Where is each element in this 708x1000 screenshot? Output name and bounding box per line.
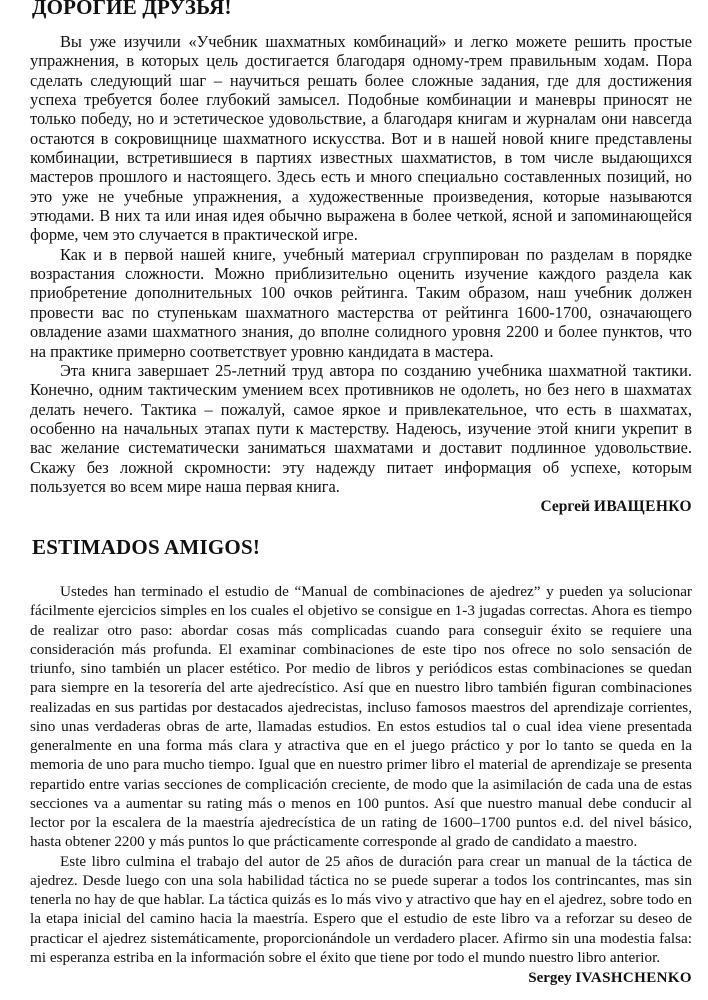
russian-signature (30, 496, 692, 518)
heading-spacer (30, 20, 692, 32)
russian-paragraph-2: Как и в первой нашей книге, учебный материал сгруппирован по разделам в порядке возрастания сложности. Можно приблизительно оценить изучение каждого раздела как приобретение дополнительных 100 очков рейтинга. Таким образом, наш учебник должен провести вас по ступенькам шахматного мастерства от рейтинга 1600-1700, означающего овладение азами шахматного знания, до вполне солидного уровня 2200 и более пунктов, что на практике примерно соответствует уровню кандидата в мастера. (30, 244, 692, 361)
spanish-signature (30, 967, 692, 989)
heading-spacer (30, 560, 692, 582)
spanish-paragraph-2: Este libro culmina el trabajo del autor de 25 años de duración para crear un manual de la táctica de ajedrez. Desde luego con una sola habilidad táctica no se puede superar a todos los contrincantes, mas sin tenerla no hay de que hablar. La táctica quizás es lo más vivo y atractivo que hay en el ajedrez, sobre todo en la etapa inicial del camino hacia la maestría. Espero que el estudio de este libro va a reforzar su deseo de practicar el ajedrez sistemáticamente, proporcionándole un verdadero placer. Afirmo sin una modestia falsa: mi esperanza estriba en la información sobre el éxito que tiene por todo el mundo nuestro libro anterior. (30, 852, 692, 966)
spanish-heading: ESTIMADOS AMIGOS! (32, 535, 261, 559)
signature-first-name: Сергей (540, 498, 594, 516)
russian-heading: ДОРОГИЕ ДРУЗЬЯ! (32, 0, 232, 19)
signature-last-name: ИВАЩЕНКО (593, 498, 692, 516)
signature-last-name: IVASHCHENKO (575, 970, 692, 986)
spanish-foreword (30, 534, 692, 989)
russian-paragraph-1: Вы уже изучили «Учебник шахматных комбинаций» и легко можете решить простые упражнения, в которых цель достигается благодаря одному-трем правильным ходам. Пора сделать следующий шаг – научиться решать более сложные задания, где для достижения успеха требуется более глубокий замысел. Подобные комбинации и маневры приносят не только победу, но и эстетическое удовольствие, а благодаря книгам и журналам они навсегда остаются в сокровищнице шахматного искусства. Вот и в нашей новой книге представлены комбинации, встретившиеся в партиях известных шахматистов, в том числе выдающихся мастеров прошлого и настоящего. Здесь есть и много специально составленных позиций, но это уже не учебные упражнения, а художественные произведения, которые называются этюдами. В них та или иная идея обычно выражена в более четкой, ясной и запоминающейся форме, чем это случается в практической игре. (30, 32, 692, 245)
russian-paragraph-3: Эта книга завершает 25-летний труд автора по созданию учебника шахматной тактики. Конечно, одним тактическим умением всех противников не одолеть, но без него в шахматах делать нечего. Тактика – пожалуй, самое яркое и привлекательное, что есть в шахматах, особенно на начальных этапах пути к мастерству. Надеюсь, изучение этой книги укрепит в вас желание систематически заниматься шахматами и доставит подлинное удовольствие. Скажу без ложной скромности: эту надежду питает информация об успехе, которым пользуется во всем мире наша первая книга. (30, 360, 692, 496)
signature-first-name: Sergey (528, 970, 576, 986)
spanish-paragraph-1: Ustedes han terminado el estudio de “Manual de combinaciones de ajedrez” y pueden ya solucionar fácilmente ejercicios simples en los cuales el objetivo se consigue en 1-3 jugadas correctas. Ahora es tiempo de realizar otro paso: abordar cosas más complicadas cuando para conseguir éxito se requiere una consideración más profunda. El examinar combinaciones de este tipo nos ofrece no solo sensación de triunfo, sino también un placer estético. Por medio de libros y periódicos estas combinaciones se quedan para siempre en la tesorería del arte ajedrecístico. Así que en nuestro libro también figuran combinaciones realizadas en sus partidas por destacados ajedrecistas, incluso famosos maestros del aprendizaje corrientes, sino unas verdaderas obras de arte, llamadas estudios. En estos estudios tal o cual idea viene presentada generalmente en una forma más clara y atractiva que en el juego práctico y por lo tanto se queda en la memoria de uno para mucho tiempo. Igual que en nuestro primer libro el material de aprendizaje se presenta repartido entre varias secciones de complicación creciente, de modo que la asimilación de cada una de estas secciones va a aumentar su rating más o menos en 100 puntos. Así que nuestro manual debe conducir al lector por la escalera de la maestría ajedrecística de un rating de 1600–1700 puntos e.d. del nivel básico, hasta obtener 2200 y más puntos lo que prácticamente corresponde al grado de candidato a maestro. (30, 583, 692, 851)
russian-foreword (30, 0, 692, 518)
